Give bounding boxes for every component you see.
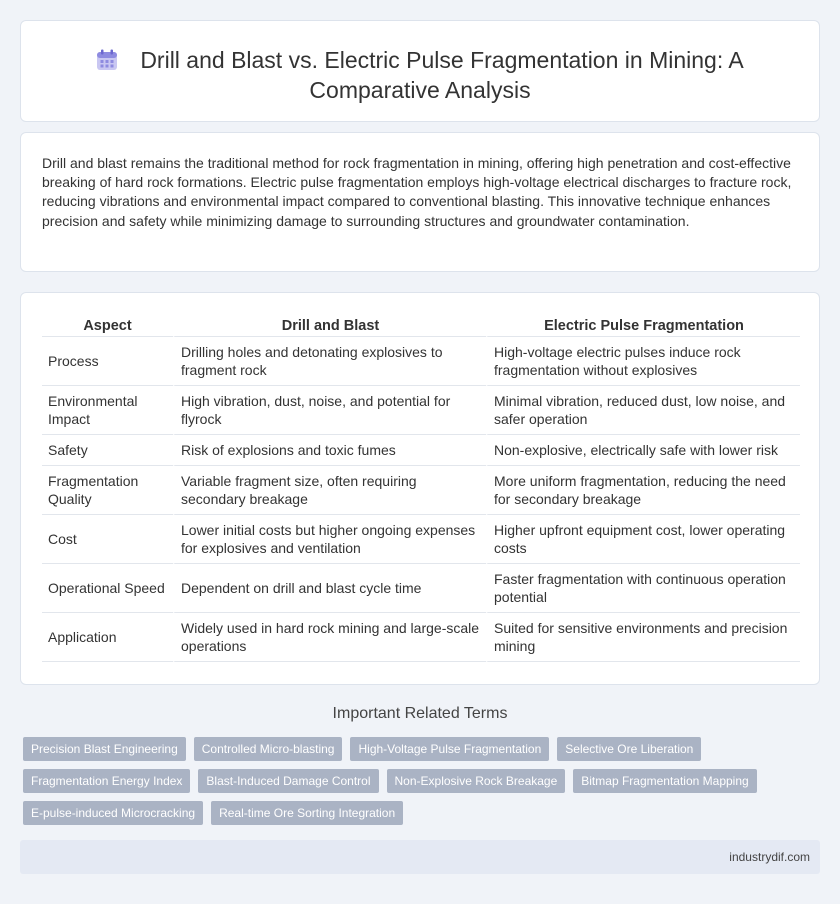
tag-row <box>23 769 813 793</box>
header-aspect: Aspect <box>42 315 173 337</box>
drill-blast-cell: Lower initial costs but higher ongoing expenses for explosives and ventilation <box>173 515 486 564</box>
aspect-cell: Cost <box>42 515 173 564</box>
related-term-tag[interactable]: Non-Explosive Rock Breakage <box>387 769 566 793</box>
drill-blast-cell: Drilling holes and detonating explosives to fragment rock <box>173 337 486 386</box>
comparison-table <box>42 315 800 662</box>
tag-row <box>23 737 813 761</box>
related-terms-tags <box>23 737 813 833</box>
tag-row <box>23 801 813 825</box>
drill-blast-cell: Widely used in hard rock mining and large-scale operations <box>173 613 486 662</box>
page-title: Drill and Blast vs. Electric Pulse Fragmentation in Mining: A Comparative Analysis <box>140 47 744 103</box>
electric-pulse-cell: Faster fragmentation with continuous operation potential <box>486 564 800 613</box>
aspect-cell: Process <box>42 337 173 386</box>
table-row <box>42 337 800 386</box>
title-card <box>20 20 820 122</box>
related-term-tag[interactable]: Real-time Ore Sorting Integration <box>211 801 403 825</box>
comparison-table-card <box>20 292 820 685</box>
electric-pulse-cell: Suited for sensitive environments and precision mining <box>486 613 800 662</box>
drill-blast-cell: Risk of explosions and toxic fumes <box>173 435 486 466</box>
related-term-tag[interactable]: E-pulse-induced Microcracking <box>23 801 203 825</box>
related-term-tag[interactable]: Fragmentation Energy Index <box>23 769 190 793</box>
electric-pulse-cell: Minimal vibration, reduced dust, low noise, and safer operation <box>486 386 800 435</box>
header-electric-pulse: Electric Pulse Fragmentation <box>486 315 800 337</box>
footer-site[interactable]: industrydif.com <box>729 850 810 864</box>
aspect-cell: Application <box>42 613 173 662</box>
drill-blast-cell: High vibration, dust, noise, and potential for flyrock <box>173 386 486 435</box>
table-row <box>42 515 800 564</box>
electric-pulse-cell: More uniform fragmentation, reducing the need for secondary breakage <box>486 466 800 515</box>
aspect-cell: Operational Speed <box>42 564 173 613</box>
electric-pulse-cell: Higher upfront equipment cost, lower operating costs <box>486 515 800 564</box>
page-title-row <box>21 45 819 105</box>
aspect-cell: Environmental Impact <box>42 386 173 435</box>
related-term-tag[interactable]: Controlled Micro-blasting <box>194 737 343 761</box>
table-row <box>42 613 800 662</box>
header-drill-and-blast: Drill and Blast <box>173 315 486 337</box>
footer <box>20 840 820 874</box>
intro-card <box>20 132 820 272</box>
related-term-tag[interactable]: Bitmap Fragmentation Mapping <box>573 769 756 793</box>
calendar-icon <box>96 49 118 71</box>
intro-paragraph: Drill and blast remains the traditional method for rock fragmentation in mining, offering high penetration and cost-effective breaking of hard rock formations. Electric pulse fragmentation employs high-voltage electrical discharges to fracture rock, reducing vibrations and environmental impact compared to conventional blasting. This innovative technique enhances precision and safety while minimizing damage to surrounding structures and groundwater contamination. <box>42 155 792 229</box>
drill-blast-cell: Dependent on drill and blast cycle time <box>173 564 486 613</box>
electric-pulse-cell: Non-explosive, electrically safe with lower risk <box>486 435 800 466</box>
table-header-row <box>42 315 800 337</box>
aspect-cell: Fragmentation Quality <box>42 466 173 515</box>
related-term-tag[interactable]: Selective Ore Liberation <box>557 737 701 761</box>
table-row <box>42 564 800 613</box>
related-term-tag[interactable]: Blast-Induced Damage Control <box>198 769 378 793</box>
related-term-tag[interactable]: Precision Blast Engineering <box>23 737 186 761</box>
aspect-cell: Safety <box>42 435 173 466</box>
related-term-tag[interactable]: High-Voltage Pulse Fragmentation <box>350 737 549 761</box>
table-row <box>42 466 800 515</box>
drill-blast-cell: Variable fragment size, often requiring secondary breakage <box>173 466 486 515</box>
electric-pulse-cell: High-voltage electric pulses induce rock fragmentation without explosives <box>486 337 800 386</box>
related-terms-title: Important Related Terms <box>332 705 508 722</box>
table-row <box>42 435 800 466</box>
table-row <box>42 386 800 435</box>
